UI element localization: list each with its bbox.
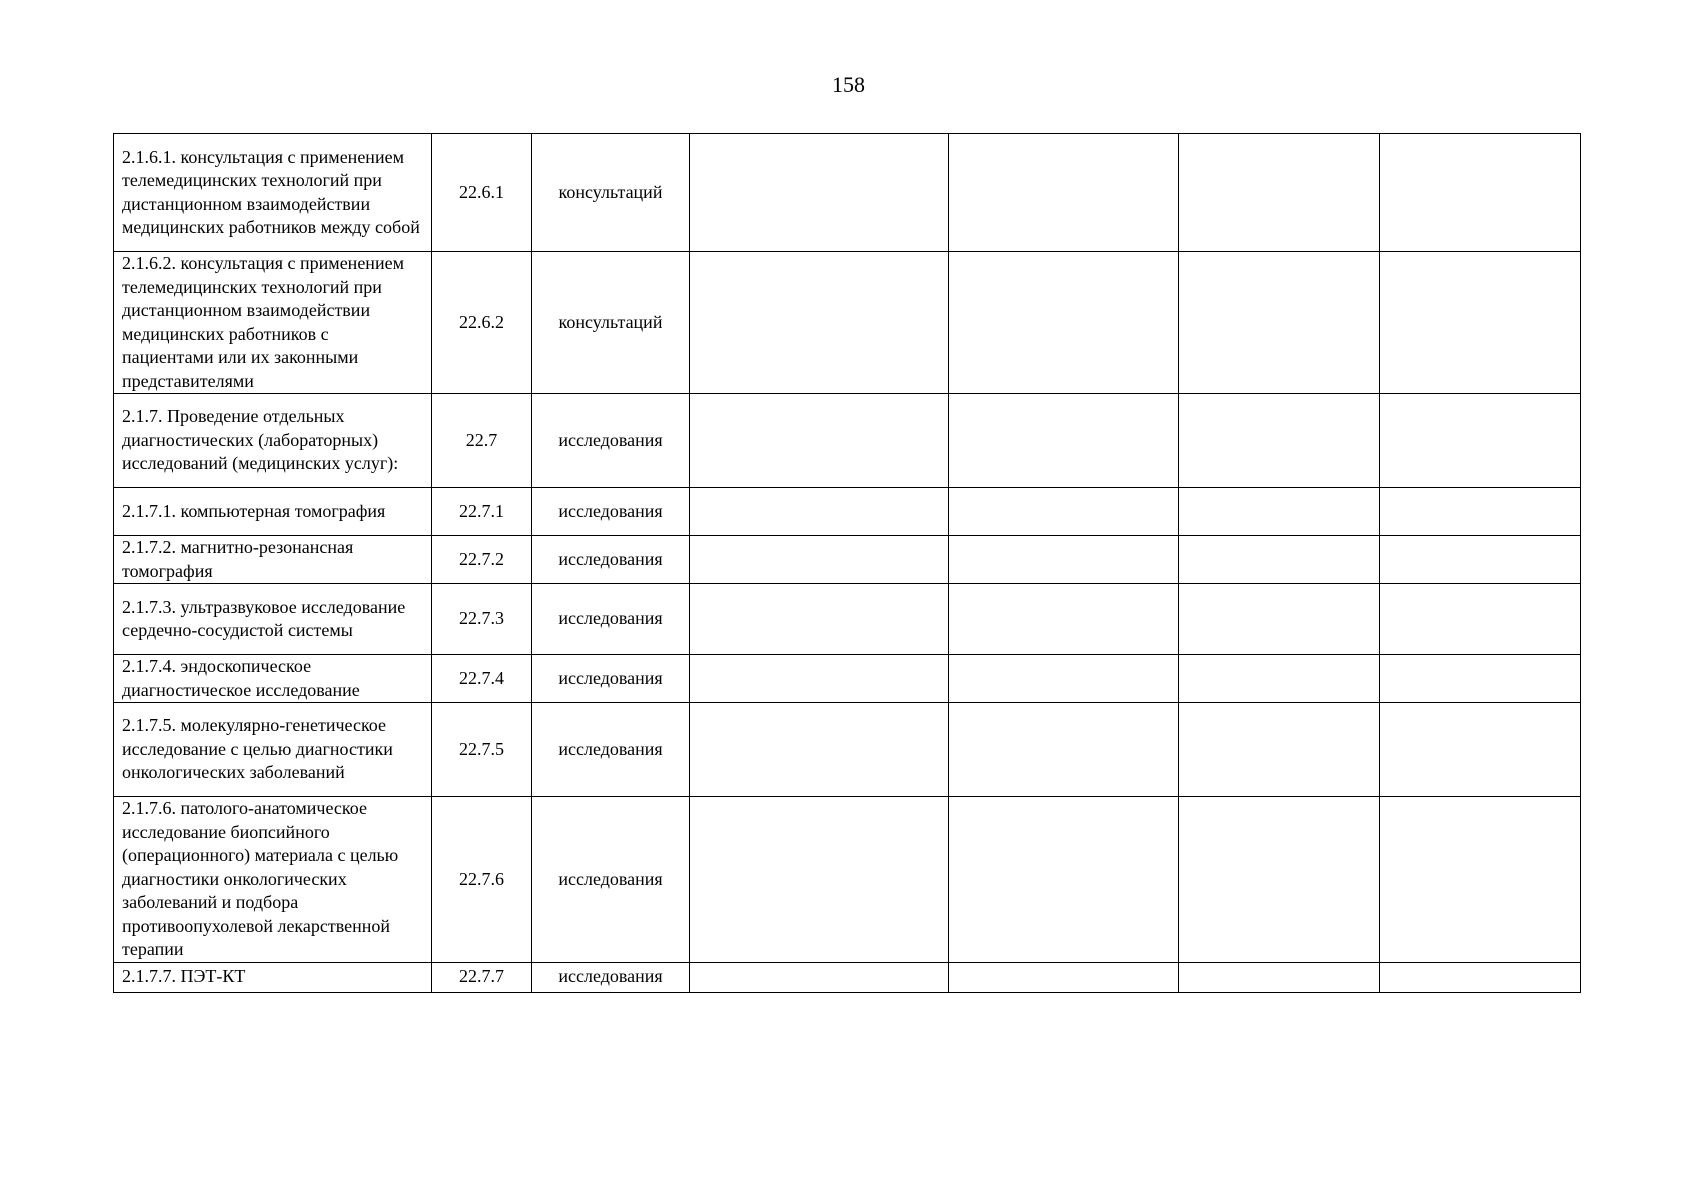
row-unit-cell: исследования	[532, 584, 690, 655]
row-name-cell: 2.1.7.2. магнитно-резонансная томография	[114, 536, 432, 584]
value-cell	[949, 584, 1179, 655]
value-cell	[690, 134, 949, 252]
row-code-cell: 22.7.6	[432, 797, 532, 963]
value-cell	[949, 488, 1179, 536]
row-unit-cell: исследования	[532, 488, 690, 536]
page-number: 158	[832, 72, 865, 97]
value-cell	[949, 134, 1179, 252]
value-cell	[1179, 962, 1380, 992]
value-cell	[1380, 394, 1581, 488]
row-code-cell: 22.6.1	[432, 134, 532, 252]
value-cell	[1380, 655, 1581, 703]
row-name-cell: 2.1.7. Проведение отдельных диагностических (лабораторных) исследований (медицинских услуг):	[114, 394, 432, 488]
row-code-cell: 22.7.4	[432, 655, 532, 703]
value-cell	[690, 584, 949, 655]
value-cell	[1380, 797, 1581, 963]
table-row	[114, 703, 1581, 797]
row-name-cell: 2.1.6.2. консультация с применением телемедицинских технологий при дистанционном взаимодействии медицинских работников с пациентами или их законными представителями	[114, 252, 432, 394]
table-row	[114, 536, 1581, 584]
table-row	[114, 252, 1581, 394]
value-cell	[949, 703, 1179, 797]
table-row	[114, 488, 1581, 536]
value-cell	[1380, 488, 1581, 536]
value-cell	[1179, 488, 1380, 536]
row-unit-cell: исследования	[532, 962, 690, 992]
value-cell	[1179, 703, 1380, 797]
value-cell	[949, 252, 1179, 394]
value-cell	[1380, 536, 1581, 584]
value-cell	[1380, 962, 1581, 992]
table-row	[114, 394, 1581, 488]
value-cell	[690, 703, 949, 797]
row-code-cell: 22.7.5	[432, 703, 532, 797]
value-cell	[1179, 655, 1380, 703]
table-row	[114, 962, 1581, 992]
table-row	[114, 797, 1581, 963]
row-code-cell: 22.7.1	[432, 488, 532, 536]
row-name-cell: 2.1.6.1. консультация с применением телемедицинских технологий при дистанционном взаимодействии медицинских работников между собой	[114, 134, 432, 252]
value-cell	[1179, 797, 1380, 963]
row-name-cell: 2.1.7.5. молекулярно-генетическое исследование с целью диагностики онкологических заболеваний	[114, 703, 432, 797]
table-row	[114, 584, 1581, 655]
value-cell	[1179, 394, 1380, 488]
services-table	[113, 133, 1581, 993]
value-cell	[690, 655, 949, 703]
value-cell	[949, 655, 1179, 703]
row-name-cell: 2.1.7.4. эндоскопическое диагностическое исследование	[114, 655, 432, 703]
row-code-cell: 22.7.7	[432, 962, 532, 992]
row-unit-cell: исследования	[532, 703, 690, 797]
value-cell	[1179, 134, 1380, 252]
value-cell	[690, 536, 949, 584]
value-cell	[1380, 252, 1581, 394]
value-cell	[949, 536, 1179, 584]
value-cell	[1179, 252, 1380, 394]
value-cell	[1380, 703, 1581, 797]
value-cell	[949, 962, 1179, 992]
row-unit-cell: исследования	[532, 655, 690, 703]
value-cell	[690, 394, 949, 488]
value-cell	[690, 252, 949, 394]
value-cell	[1179, 536, 1380, 584]
row-unit-cell: исследования	[532, 394, 690, 488]
table-row	[114, 655, 1581, 703]
row-unit-cell: исследования	[532, 536, 690, 584]
value-cell	[1380, 134, 1581, 252]
value-cell	[949, 797, 1179, 963]
row-name-cell: 2.1.7.6. патолого-анатомическое исследование биопсийного (операционного) материала с целью диагностики онкологических заболеваний и подбора противоопухолевой лекарственной терапии	[114, 797, 432, 963]
row-unit-cell: консультаций	[532, 252, 690, 394]
table-row	[114, 134, 1581, 252]
row-unit-cell: консультаций	[532, 134, 690, 252]
row-code-cell: 22.7.2	[432, 536, 532, 584]
value-cell	[1380, 584, 1581, 655]
row-unit-cell: исследования	[532, 797, 690, 963]
row-name-cell: 2.1.7.3. ультразвуковое исследование сердечно-сосудистой системы	[114, 584, 432, 655]
row-name-cell: 2.1.7.1. компьютерная томография	[114, 488, 432, 536]
value-cell	[690, 797, 949, 963]
row-name-cell: 2.1.7.7. ПЭТ-КТ	[114, 962, 432, 992]
value-cell	[690, 962, 949, 992]
value-cell	[949, 394, 1179, 488]
value-cell	[1179, 584, 1380, 655]
row-code-cell: 22.7	[432, 394, 532, 488]
row-code-cell: 22.6.2	[432, 252, 532, 394]
row-code-cell: 22.7.3	[432, 584, 532, 655]
value-cell	[690, 488, 949, 536]
